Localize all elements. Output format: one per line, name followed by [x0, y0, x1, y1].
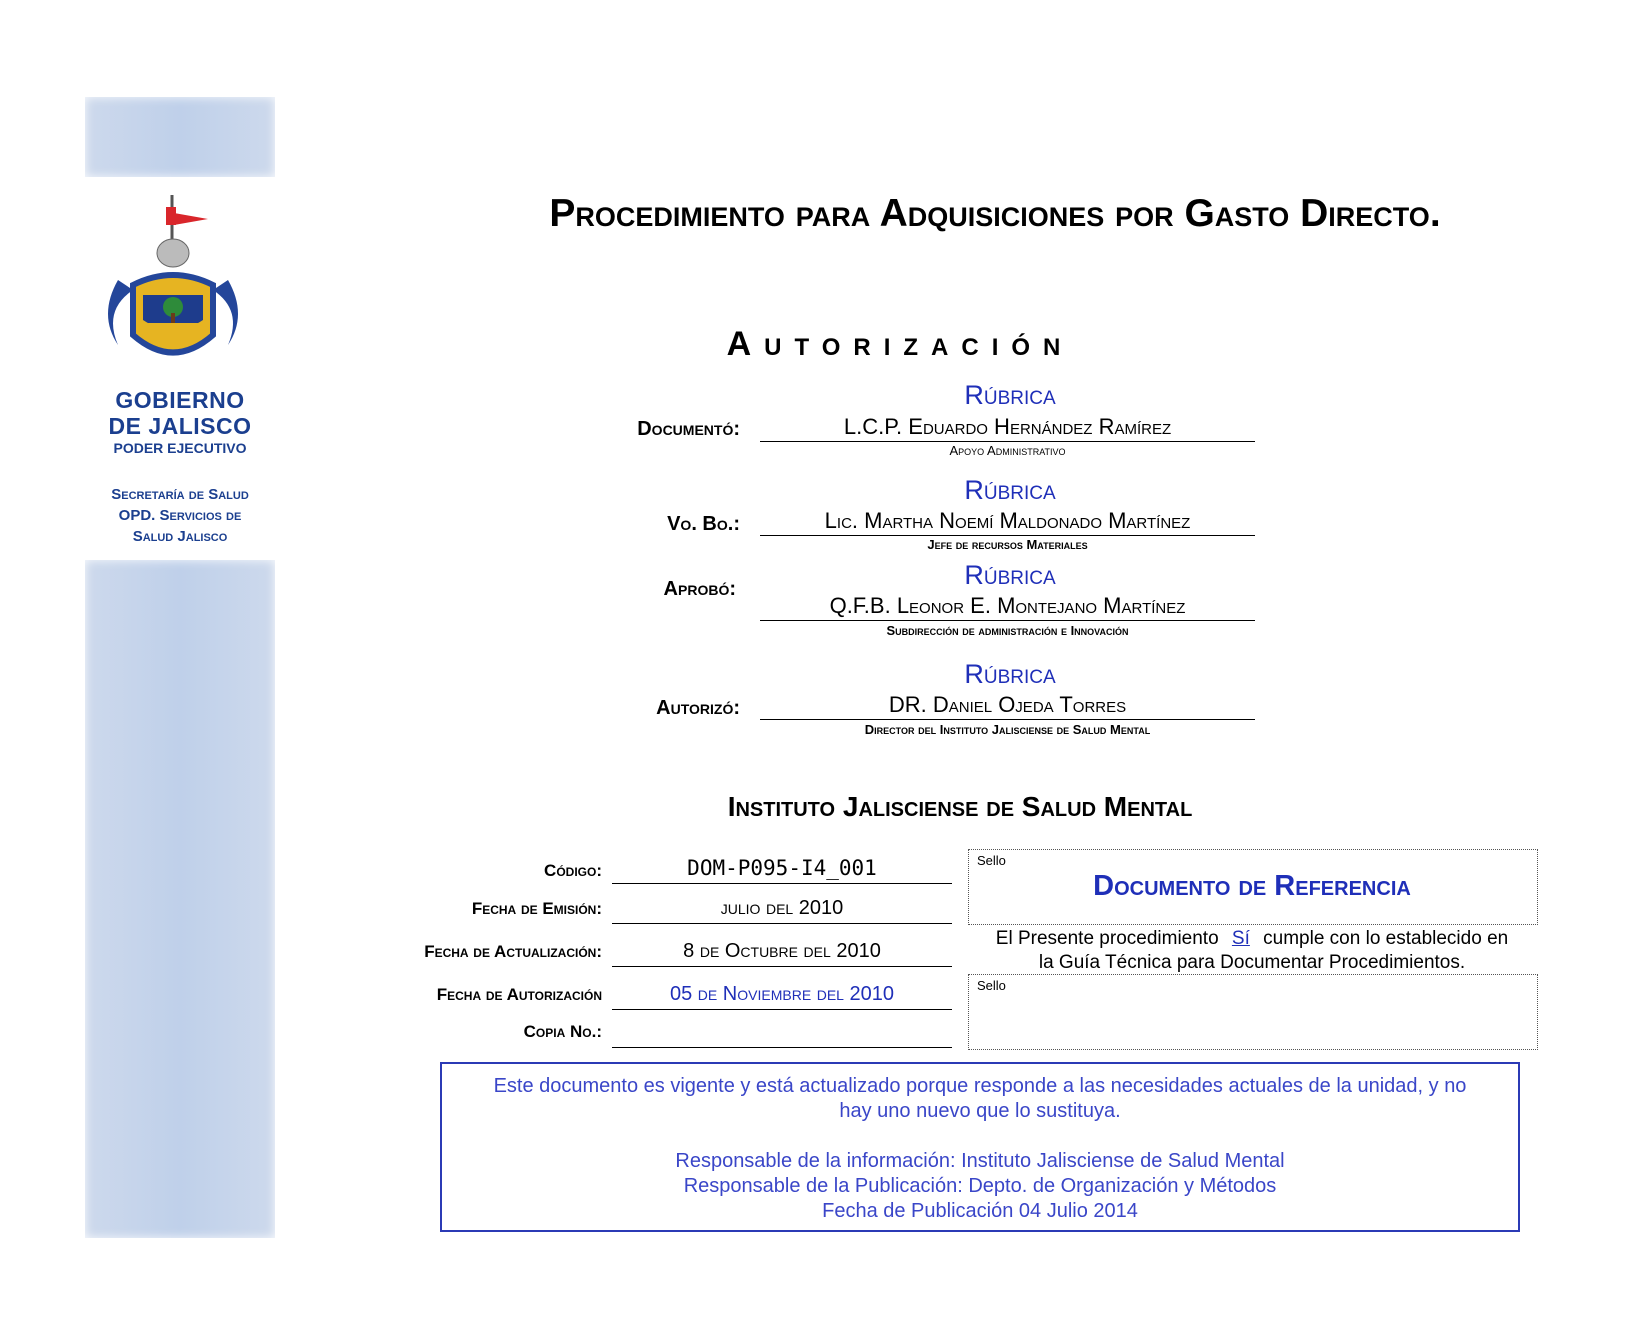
salud-line: Salud Jalisco: [132, 528, 228, 545]
gov-branch: PODER EJECUTIVO: [113, 440, 247, 456]
seal-box-bottom: [968, 974, 1538, 1050]
secretaria-line: Secretaría de Salud: [111, 486, 249, 503]
document-reference-label: Documento de Referencia: [1093, 870, 1411, 902]
name-documento: L.C.P. Eduardo Hernández Ramírez: [760, 414, 1255, 442]
compliance-post: cumple con lo establecido en: [1263, 928, 1509, 949]
validity-notice-box: [440, 1062, 1520, 1232]
label-copia: Copia No.:: [523, 1022, 602, 1041]
value-fecha-autorizacion: 05 de Noviembre del 2010: [612, 983, 952, 1010]
gov-line1: GOBIERNO: [115, 387, 245, 413]
label-codigo: Código:: [544, 861, 602, 880]
role-vobo: Jefe de recursos Materiales: [927, 537, 1088, 552]
jalisco-coat-of-arms-icon: [98, 195, 248, 380]
label-vobo: Vo. Bo.:: [667, 513, 740, 535]
role-aprobo: Subdirección de administración e Innovación: [886, 623, 1129, 638]
secretaria-block: [85, 484, 275, 547]
sidebar-bottom-band: [85, 560, 275, 1238]
compliance-statement: [968, 927, 1536, 975]
compliance-pre: El Presente procedimiento: [995, 928, 1219, 949]
page-title: Procedimiento para Adquisiciones por Gasto Directo.: [549, 192, 1441, 235]
value-fecha-emision: julio del 2010: [612, 897, 952, 924]
label-fecha-emision: Fecha de Emisión:: [471, 899, 602, 918]
label-autorizo: Autorizó:: [656, 697, 740, 719]
label-fecha-autorizacion: Fecha de Autorización: [436, 985, 602, 1004]
role-autorizo: Director del Instituto Jalisciense de Salud Mental: [864, 722, 1151, 737]
name-aprobo: Q.F.B. Leonor E. Montejano Martínez: [760, 593, 1255, 621]
institute-heading: Instituto Jalisciense de Salud Mental: [727, 791, 1193, 822]
compliance-line2: la Guía Técnica para Documentar Procedimientos.: [1038, 952, 1466, 973]
notice-line4: Responsable de la Publicación: Depto. de Organización y Métodos: [683, 1175, 1277, 1197]
gov-line2: DE JALISCO: [108, 413, 252, 439]
value-codigo: DOM-P095-I4_001: [612, 856, 952, 884]
label-fecha-actualizacion: Fecha de Actualización:: [424, 942, 602, 961]
sidebar-top-band: [85, 97, 275, 177]
compliance-si: Sí: [1231, 928, 1250, 949]
notice-line1: Este documento es vigente y está actualizado porque responde a las necesidades actuales de la unidad, y no: [493, 1075, 1467, 1097]
notice-line3: Responsable de la información: Instituto Jalisciense de Salud Mental: [675, 1150, 1285, 1172]
name-autorizo: DR. Daniel Ojeda Torres: [760, 692, 1255, 720]
label-aprobo: Aprobó:: [663, 578, 736, 600]
seal-label-bottom: Sello: [977, 978, 1006, 993]
rubrica-autorizo: Rúbrica: [964, 659, 1056, 689]
government-name: [85, 387, 275, 457]
rubrica-vobo: Rúbrica: [964, 475, 1056, 505]
opd-line: OPD. Servicios de: [118, 507, 242, 524]
authorization-heading: Autorización: [726, 325, 1074, 363]
value-copia: [612, 1020, 952, 1048]
seal-label-top: Sello: [977, 853, 1006, 868]
value-fecha-actualizacion: 8 de Octubre del 2010: [612, 940, 952, 967]
notice-line2: hay uno nuevo que lo sustituya.: [839, 1100, 1121, 1122]
label-documento: Documentó:: [637, 418, 740, 440]
rubrica-aprobo: Rúbrica: [964, 560, 1056, 590]
role-documento: Apoyo Administrativo: [949, 443, 1066, 458]
name-vobo: Lic. Martha Noemí Maldonado Martínez: [760, 508, 1255, 536]
rubrica-documento: Rúbrica: [964, 380, 1056, 410]
notice-line5: Fecha de Publicación 04 Julio 2014: [822, 1200, 1138, 1222]
